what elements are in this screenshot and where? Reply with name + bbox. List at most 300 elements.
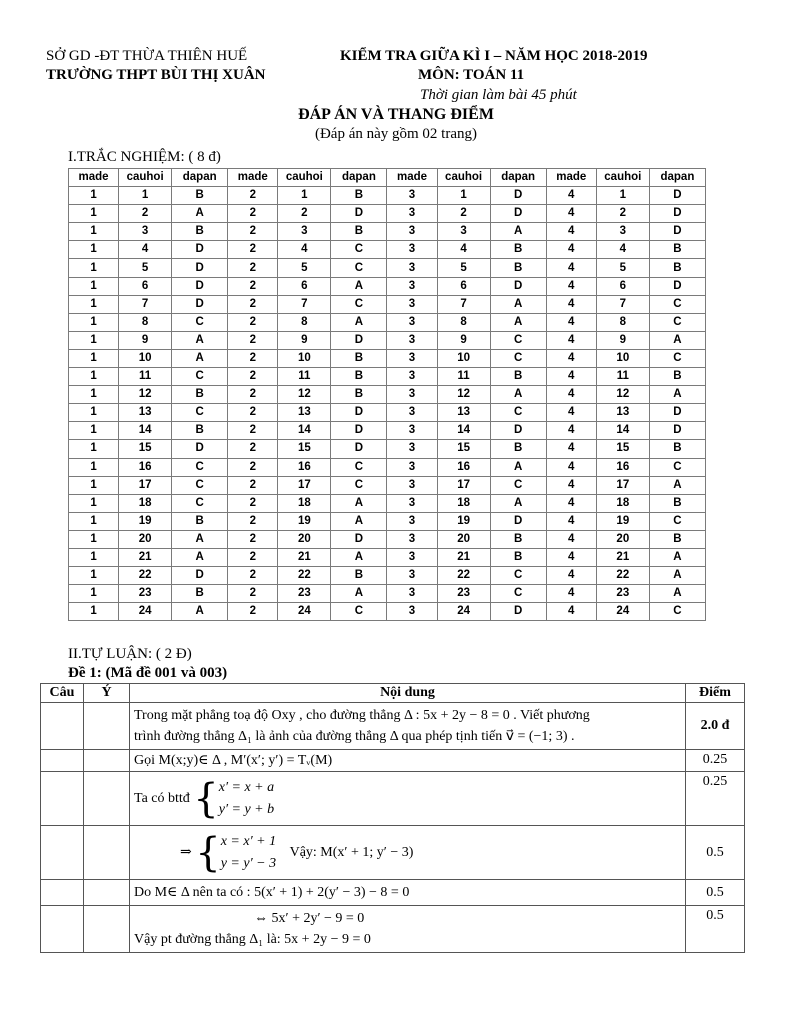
answer-key-cell: 4 [546, 548, 596, 566]
answer-key-cell: B [649, 440, 705, 458]
answer-key-cell: 3 [387, 368, 437, 386]
answer-key-cell: B [649, 368, 705, 386]
answer-key-cell: C [172, 458, 228, 476]
answer-key-cell: 13 [278, 404, 331, 422]
answer-key-cell: 5 [119, 259, 172, 277]
answer-key-row [69, 223, 706, 241]
answer-key-row [69, 404, 706, 422]
answer-key-cell: D [331, 205, 387, 223]
answer-key-cell: B [490, 440, 546, 458]
answer-key-cell: 1 [69, 440, 119, 458]
cell-cau [41, 906, 84, 953]
answer-key-cell: 17 [119, 476, 172, 494]
answer-key-cell: 6 [119, 277, 172, 295]
answer-key-cell: 2 [228, 277, 278, 295]
answer-key-cell: B [172, 585, 228, 603]
answer-key-cell: 23 [119, 585, 172, 603]
answer-key-cell: 15 [119, 440, 172, 458]
cell-y [84, 906, 130, 953]
answer-key-cell: 2 [228, 404, 278, 422]
answer-key-cell: D [649, 277, 705, 295]
answer-key-cell: 2 [228, 368, 278, 386]
page-title: ĐÁP ÁN VÀ THANG ĐIỂM [298, 106, 494, 123]
answer-key-cell: C [490, 404, 546, 422]
answer-key-cell: 17 [278, 476, 331, 494]
answer-key-cell: 4 [546, 205, 596, 223]
exam-title: KIỂM TRA GIỮA KÌ I – NĂM HỌC 2018-2019 [340, 48, 648, 64]
answer-key-cell: 3 [387, 187, 437, 205]
essay-row-5 [41, 906, 745, 953]
answer-key-cell: 21 [119, 548, 172, 566]
answer-key-cell: 2 [437, 205, 490, 223]
answer-key-row [69, 295, 706, 313]
answer-key-cell: 8 [119, 313, 172, 331]
answer-key-cell: 12 [596, 386, 649, 404]
answer-key-cell: 2 [228, 386, 278, 404]
answer-key-cell: A [172, 603, 228, 621]
cell-cau [41, 772, 84, 826]
answer-key-cell: C [649, 313, 705, 331]
answer-key-cell: C [490, 567, 546, 585]
answer-key-cell: C [331, 458, 387, 476]
answer-key-cell: C [649, 458, 705, 476]
col-header-y: Ý [84, 684, 130, 703]
answer-key-cell: 4 [546, 512, 596, 530]
answer-key-cell: 3 [119, 223, 172, 241]
answer-key-cell: 4 [278, 241, 331, 259]
answer-key-cell: 2 [228, 241, 278, 259]
answer-key-cell: 11 [278, 368, 331, 386]
answer-key-cell: 1 [69, 241, 119, 259]
answer-key-col-header: dapan [172, 169, 228, 187]
answer-key-cell: B [331, 349, 387, 367]
answer-key-cell: 17 [596, 476, 649, 494]
answer-key-cell: A [649, 331, 705, 349]
answer-key-cell: 4 [546, 187, 596, 205]
answer-key-cell: 14 [119, 422, 172, 440]
answer-key-cell: 22 [119, 567, 172, 585]
answer-key-cell: 3 [387, 404, 437, 422]
cell-y [84, 880, 130, 906]
answer-key-cell: 3 [387, 277, 437, 295]
answer-key-cell: D [490, 205, 546, 223]
answer-key-cell: 1 [69, 476, 119, 494]
answer-key-cell: 3 [387, 548, 437, 566]
answer-key-cell: 7 [437, 295, 490, 313]
essay-row-1 [41, 750, 745, 772]
answer-key-cell: 4 [546, 331, 596, 349]
answer-key-cell: 1 [69, 422, 119, 440]
answer-key-cell: 23 [437, 585, 490, 603]
answer-key-cell: 2 [278, 205, 331, 223]
answer-key-col-header: cauhoi [596, 169, 649, 187]
answer-key-cell: D [649, 422, 705, 440]
answer-key-row [69, 494, 706, 512]
answer-key-cell: 1 [437, 187, 490, 205]
answer-key-row [69, 548, 706, 566]
answer-key-row [69, 512, 706, 530]
answer-key-cell: 2 [228, 259, 278, 277]
answer-key-cell: B [490, 530, 546, 548]
answer-key-cell: A [331, 494, 387, 512]
answer-key-cell: 7 [119, 295, 172, 313]
answer-key-cell: B [331, 567, 387, 585]
answer-key-cell: D [172, 241, 228, 259]
answer-key-cell: 23 [596, 585, 649, 603]
answer-key-cell: D [649, 187, 705, 205]
answer-key-cell: B [172, 386, 228, 404]
answer-key-cell: 3 [596, 223, 649, 241]
answer-key-cell: D [649, 205, 705, 223]
answer-key-header-row [69, 169, 706, 187]
step-3-conclusion: Vậy: M(x′ + 1; y′ − 3) [289, 844, 414, 860]
answer-key-cell: C [331, 603, 387, 621]
answer-key-col-header: cauhoi [278, 169, 331, 187]
answer-key-col-header: made [546, 169, 596, 187]
answer-key-cell: 2 [228, 295, 278, 313]
answer-key-cell: 5 [437, 259, 490, 277]
answer-key-cell: 2 [228, 440, 278, 458]
answer-key-cell: D [172, 277, 228, 295]
answer-key-cell: 1 [69, 331, 119, 349]
answer-key-cell: 15 [596, 440, 649, 458]
answer-key-cell: 1 [69, 404, 119, 422]
answer-key-cell: 3 [387, 585, 437, 603]
answer-key-row [69, 368, 706, 386]
answer-key-cell: 7 [278, 295, 331, 313]
answer-key-cell: 3 [387, 205, 437, 223]
answer-key-cell: 4 [546, 313, 596, 331]
answer-key-cell: 2 [228, 603, 278, 621]
answer-key-cell: 8 [596, 313, 649, 331]
answer-key-cell: A [649, 585, 705, 603]
answer-key-cell: 6 [596, 277, 649, 295]
answer-key-cell: D [490, 512, 546, 530]
answer-key-cell: 4 [437, 241, 490, 259]
answer-key-cell: 12 [437, 386, 490, 404]
answer-key-cell: 4 [546, 567, 596, 585]
answer-key-cell: 14 [278, 422, 331, 440]
answer-key-cell: 2 [228, 476, 278, 494]
answer-key-cell: 12 [278, 386, 331, 404]
cell-y [84, 772, 130, 826]
answer-key-cell: 11 [437, 368, 490, 386]
answer-key-cell: A [490, 313, 546, 331]
essay-row-4 [41, 880, 745, 906]
answer-key-cell: 3 [387, 422, 437, 440]
answer-key-cell: C [331, 259, 387, 277]
answer-key-cell: 3 [387, 349, 437, 367]
answer-key-cell: 3 [387, 440, 437, 458]
answer-key-cell: 10 [596, 349, 649, 367]
answer-key-cell: B [490, 548, 546, 566]
essay-row-problem [41, 703, 745, 750]
answer-key-cell: A [331, 585, 387, 603]
answer-key-cell: 8 [278, 313, 331, 331]
answer-key-cell: 4 [546, 422, 596, 440]
answer-key-cell: 1 [69, 386, 119, 404]
answer-key-cell: 3 [387, 530, 437, 548]
school-name: TRƯỜNG THPT BÙI THỊ XUÂN [46, 67, 266, 83]
answer-key-cell: D [490, 187, 546, 205]
answer-key-row [69, 205, 706, 223]
answer-key-cell: 8 [437, 313, 490, 331]
answer-key-cell: 4 [119, 241, 172, 259]
answer-key-cell: 2 [228, 548, 278, 566]
answer-key-cell: C [649, 512, 705, 530]
answer-key-cell: 9 [278, 331, 331, 349]
answer-key-cell: 4 [546, 476, 596, 494]
answer-key-cell: 3 [387, 386, 437, 404]
answer-key-cell: 3 [387, 458, 437, 476]
answer-key-cell: A [172, 331, 228, 349]
answer-key-cell: C [649, 295, 705, 313]
step-3-eq-1: x = x′ + 1 [220, 833, 277, 849]
cell-y [84, 826, 130, 880]
answer-key-cell: 4 [546, 223, 596, 241]
answer-key-cell: 14 [596, 422, 649, 440]
subject: MÔN: TOÁN 11 [418, 67, 525, 83]
answer-key-cell: 3 [387, 603, 437, 621]
answer-key-cell: 1 [119, 187, 172, 205]
answer-key-cell: D [490, 422, 546, 440]
answer-key-cell: A [172, 205, 228, 223]
answer-key-row [69, 386, 706, 404]
answer-key-cell: D [172, 295, 228, 313]
answer-key-cell: 14 [437, 422, 490, 440]
answer-key-cell: C [172, 368, 228, 386]
answer-key-cell: 2 [228, 187, 278, 205]
answer-key-cell: 4 [546, 530, 596, 548]
essay-row-3 [41, 826, 745, 880]
answer-key-cell: B [490, 241, 546, 259]
answer-key-cell: 4 [546, 259, 596, 277]
answer-key-cell: 24 [596, 603, 649, 621]
answer-key-cell: 18 [437, 494, 490, 512]
answer-key-cell: A [649, 548, 705, 566]
answer-key-cell: A [649, 386, 705, 404]
answer-key-cell: 1 [69, 603, 119, 621]
answer-key-cell: 22 [596, 567, 649, 585]
answer-key-cell: A [649, 476, 705, 494]
col-header-cau: Câu [41, 684, 84, 703]
answer-key-cell: A [331, 512, 387, 530]
answer-key-cell: 4 [546, 386, 596, 404]
answer-key-cell: 15 [437, 440, 490, 458]
answer-key-cell: 3 [387, 512, 437, 530]
answer-key-cell: 1 [69, 567, 119, 585]
step-5-points: 0.5 [686, 906, 745, 953]
answer-key-cell: 1 [278, 187, 331, 205]
essay-variant-title: Đề 1: (Mã đề 001 và 003) [68, 665, 228, 681]
answer-key-cell: 4 [546, 440, 596, 458]
answer-key-cell: 6 [278, 277, 331, 295]
answer-key-cell: 22 [437, 567, 490, 585]
answer-key-cell: 2 [228, 512, 278, 530]
answer-key-cell: C [490, 331, 546, 349]
answer-key-cell: 20 [119, 530, 172, 548]
answer-key-cell: 21 [278, 548, 331, 566]
answer-key-cell: 20 [278, 530, 331, 548]
answer-key-cell: A [331, 313, 387, 331]
answer-key-cell: C [331, 241, 387, 259]
answer-key-cell: 19 [119, 512, 172, 530]
answer-key-cell: B [331, 223, 387, 241]
answer-key-cell: 3 [387, 313, 437, 331]
answer-key-cell: D [172, 440, 228, 458]
section-multiple-choice: I.TRẮC NGHIỆM: ( 8 đ) [68, 149, 221, 165]
answer-key-cell: D [490, 603, 546, 621]
answer-key-cell: 13 [119, 404, 172, 422]
answer-key-cell: 7 [596, 295, 649, 313]
answer-key-cell: 19 [278, 512, 331, 530]
answer-key-cell: 4 [546, 458, 596, 476]
answer-key-cell: 2 [228, 458, 278, 476]
answer-key-cell: 22 [278, 567, 331, 585]
answer-key-col-header: made [69, 169, 119, 187]
cell-y [84, 750, 130, 772]
answer-key-cell: 1 [69, 259, 119, 277]
step-2-points: 0.25 [686, 772, 745, 826]
answer-key-cell: 1 [69, 512, 119, 530]
answer-key-cell: D [649, 223, 705, 241]
implies-arrow: ⇒ [180, 844, 192, 860]
answer-key-cell: 19 [596, 512, 649, 530]
answer-key-cell: A [172, 548, 228, 566]
answer-key-cell: D [172, 259, 228, 277]
col-header-diem: Điểm [686, 684, 745, 703]
cell-y [84, 703, 130, 750]
answer-key-cell: 4 [546, 349, 596, 367]
answer-key-cell: 19 [437, 512, 490, 530]
answer-key-col-header: cauhoi [437, 169, 490, 187]
answer-key-row [69, 259, 706, 277]
answer-key-cell: 4 [596, 241, 649, 259]
answer-key-cell: 2 [228, 530, 278, 548]
answer-key-cell: 3 [387, 241, 437, 259]
answer-key-cell: C [172, 494, 228, 512]
answer-key-cell: 3 [387, 295, 437, 313]
answer-key-cell: A [490, 223, 546, 241]
answer-key-cell: C [172, 404, 228, 422]
answer-key-col-header: dapan [490, 169, 546, 187]
answer-key-cell: B [172, 187, 228, 205]
answer-key-cell: B [649, 241, 705, 259]
answer-key-row [69, 458, 706, 476]
answer-key-cell: A [172, 530, 228, 548]
step-2-eq-2: y′ = y + b [218, 801, 275, 817]
answer-key-cell: B [490, 259, 546, 277]
problem-points: 2.0 đ [686, 703, 745, 750]
answer-key-cell: 21 [596, 548, 649, 566]
answer-key-cell: C [331, 295, 387, 313]
answer-key-cell: D [172, 567, 228, 585]
answer-key-cell: 2 [228, 205, 278, 223]
answer-key-cell: 4 [546, 241, 596, 259]
answer-key-cell: A [649, 567, 705, 585]
answer-key-cell: D [331, 404, 387, 422]
answer-key-cell: C [649, 349, 705, 367]
answer-key-cell: 18 [119, 494, 172, 512]
answer-key-cell: 2 [596, 205, 649, 223]
answer-key-cell: D [331, 331, 387, 349]
answer-key-cell: 2 [228, 223, 278, 241]
answer-key-cell: 4 [546, 603, 596, 621]
answer-key-cell: C [331, 476, 387, 494]
answer-key-cell: 4 [546, 277, 596, 295]
answer-key-cell: 16 [278, 458, 331, 476]
answer-key-cell: 10 [437, 349, 490, 367]
page-subtitle: (Đáp án này gồm 02 trang) [314, 126, 478, 142]
answer-key-cell: B [172, 223, 228, 241]
answer-key-cell: 2 [119, 205, 172, 223]
answer-key-cell: B [331, 386, 387, 404]
answer-key-cell: 9 [437, 331, 490, 349]
answer-key-cell: 1 [596, 187, 649, 205]
answer-key-cell: A [490, 458, 546, 476]
answer-key-cell: 5 [278, 259, 331, 277]
problem-line-1: Trong mặt phẳng toạ độ Oxy , cho đường thẳng Δ : 5x + 2y − 8 = 0 . Viết phương [134, 708, 590, 723]
answer-key-cell: B [490, 368, 546, 386]
answer-key-col-header: dapan [649, 169, 705, 187]
step-5-line-2: Vậy pt đường thẳng Δ₁ là: 5x + 2y − 9 = 0 [134, 932, 371, 947]
step-3 [130, 826, 686, 880]
answer-key-cell: B [331, 368, 387, 386]
essay-rubric-table [40, 683, 745, 953]
answer-key-cell: 2 [228, 422, 278, 440]
answer-key-cell: 16 [437, 458, 490, 476]
problem-line-2: trình đường thẳng Δ₁ là ảnh của đường thẳng Δ qua phép tịnh tiến v⃗ = (−1; 3) . [134, 729, 575, 744]
answer-key-cell: B [649, 259, 705, 277]
step-3-eq-2: y = y′ − 3 [220, 855, 277, 871]
answer-key-cell: D [649, 404, 705, 422]
answer-key-cell: 2 [228, 331, 278, 349]
answer-key-cell: 11 [119, 368, 172, 386]
answer-key-cell: D [331, 530, 387, 548]
answer-key-cell: B [331, 187, 387, 205]
answer-key-row [69, 349, 706, 367]
answer-key-cell: A [490, 295, 546, 313]
answer-key-cell: A [331, 548, 387, 566]
answer-key-cell: 16 [119, 458, 172, 476]
answer-key-cell: 1 [69, 349, 119, 367]
answer-key-cell: 10 [119, 349, 172, 367]
exam-duration: Thời gian làm bài 45 phút [420, 87, 577, 103]
answer-key-cell: 11 [596, 368, 649, 386]
answer-key-cell: 3 [278, 223, 331, 241]
answer-key-cell: 18 [596, 494, 649, 512]
answer-key-cell: 1 [69, 205, 119, 223]
answer-key-cell: C [172, 313, 228, 331]
answer-key-row [69, 422, 706, 440]
answer-key-cell: C [490, 476, 546, 494]
answer-key-cell: 20 [596, 530, 649, 548]
cell-cau [41, 880, 84, 906]
step-2 [130, 772, 686, 826]
answer-key-cell: 15 [278, 440, 331, 458]
answer-key-cell: 12 [119, 386, 172, 404]
answer-key-col-header: dapan [331, 169, 387, 187]
answer-key-cell: 23 [278, 585, 331, 603]
answer-key-cell: C [649, 603, 705, 621]
answer-key-cell: 2 [228, 494, 278, 512]
answer-key-cell: 1 [69, 295, 119, 313]
step-4-points: 0.5 [686, 880, 745, 906]
answer-key-cell: 24 [437, 603, 490, 621]
step-1-text: Gọi M(x;y)∈ Δ , M′(x′; y′) = Tᵥ(M) [130, 750, 686, 772]
answer-key-cell: A [172, 349, 228, 367]
answer-key-row [69, 603, 706, 621]
